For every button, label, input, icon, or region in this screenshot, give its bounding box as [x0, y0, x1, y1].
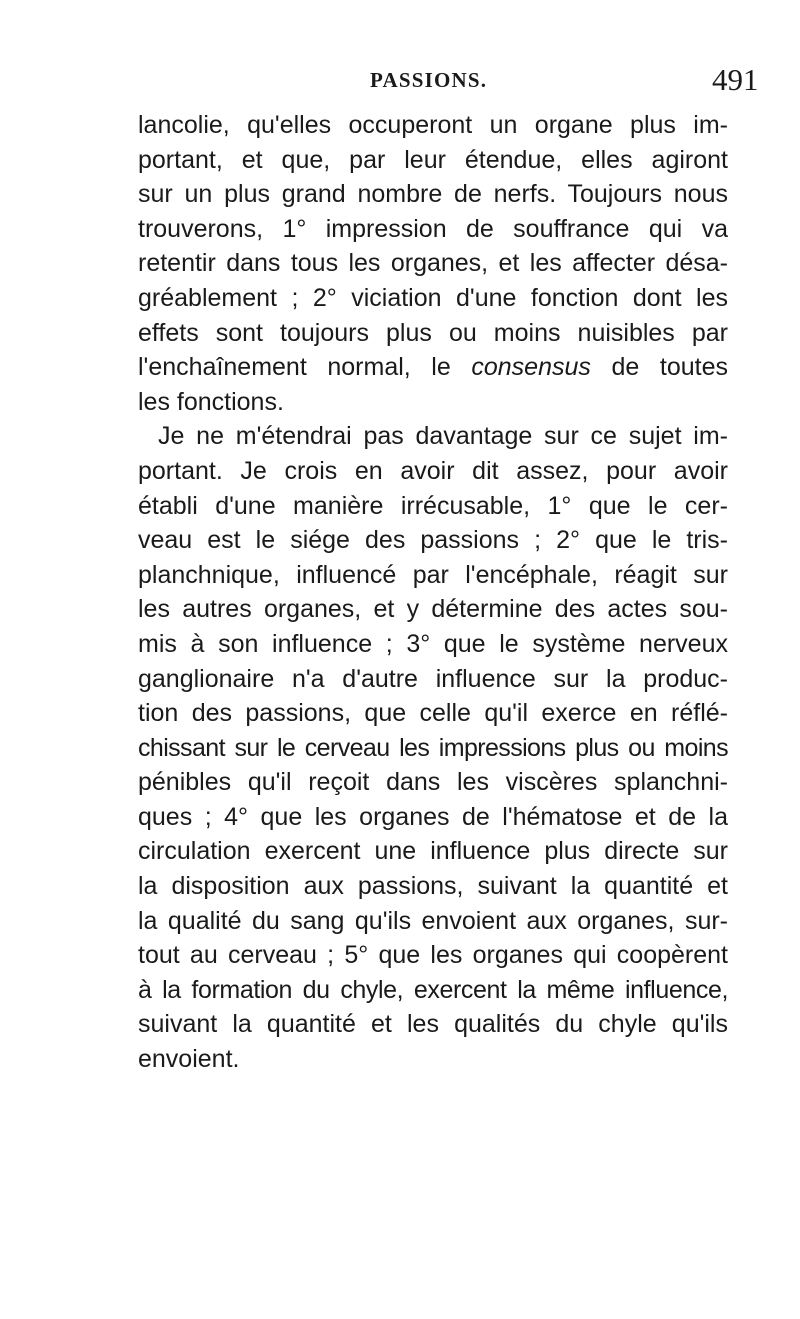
- text-line: à la formation du chyle, exercent la même influence,: [138, 975, 728, 1004]
- italic-term: consensus: [471, 353, 591, 382]
- text-line: ganglionaire n'a d'autre influence sur la produc-: [138, 664, 728, 693]
- text-line: portant. Je crois en avoir dit assez, pour avoir: [138, 456, 728, 485]
- text-line: pénibles qu'il reçoit dans les viscères splanchni-: [138, 768, 728, 797]
- text-line: les fonctions.: [138, 387, 284, 416]
- body-text: [138, 108, 728, 1077]
- text-line: effets sont toujours plus ou moins nuisibles par: [138, 318, 728, 347]
- text-line: les autres organes, et y détermine des actes sou-: [138, 595, 728, 624]
- text-line-with-italic: [138, 350, 728, 385]
- text-line: envoient.: [138, 1045, 240, 1074]
- text-line: retentir dans tous les organes, et les affecter désa-: [138, 249, 728, 278]
- text-segment: l'enchaînement normal, le: [138, 353, 451, 382]
- page-number: 491: [712, 62, 759, 97]
- text-line: circulation exercent une influence plus directe sur: [138, 837, 728, 866]
- text-line: établi d'une manière irrécusable, 1° que le cer-: [138, 491, 728, 520]
- text-line: veau est le siége des passions ; 2° que le tris-: [138, 526, 728, 555]
- text-segment: de toutes: [611, 353, 728, 382]
- text-line: tout au cerveau ; 5° que les organes qui coopèrent: [138, 941, 728, 970]
- text-line: ques ; 4° que les organes de l'hématose et de la: [138, 802, 728, 831]
- text-line: suivant la quantité et les qualités du chyle qu'ils: [138, 1010, 728, 1039]
- text-line: planchnique, influencé par l'encéphale, réagit sur: [138, 560, 728, 589]
- text-line: lancolie, qu'elles occuperont un organe plus im-: [138, 111, 728, 139]
- text-line: la disposition aux passions, suivant la quantité et: [138, 872, 728, 901]
- text-line: trouverons, 1° impression de souffrance qui va: [138, 214, 728, 243]
- text-line: la qualité du sang qu'ils envoient aux organes, sur-: [138, 906, 728, 935]
- text-line: Je ne m'étendrai pas davantage sur ce sujet im-: [158, 422, 728, 451]
- text-line: sur un plus grand nombre de nerfs. Toujours nous: [138, 180, 728, 209]
- text-line: chissant sur le cerveau les impressions plus ou moins: [138, 733, 728, 762]
- running-title: PASSIONS.: [370, 68, 488, 92]
- text-line: gréablement ; 2° viciation d'une fonction dont les: [138, 283, 728, 312]
- text-line: tion des passions, que celle qu'il exerce en réflé-: [138, 699, 728, 728]
- running-head: [0, 62, 800, 102]
- text-line: mis à son influence ; 3° que le système nerveux: [138, 629, 728, 658]
- text-line: portant, et que, par leur étendue, elles agiront: [138, 145, 728, 174]
